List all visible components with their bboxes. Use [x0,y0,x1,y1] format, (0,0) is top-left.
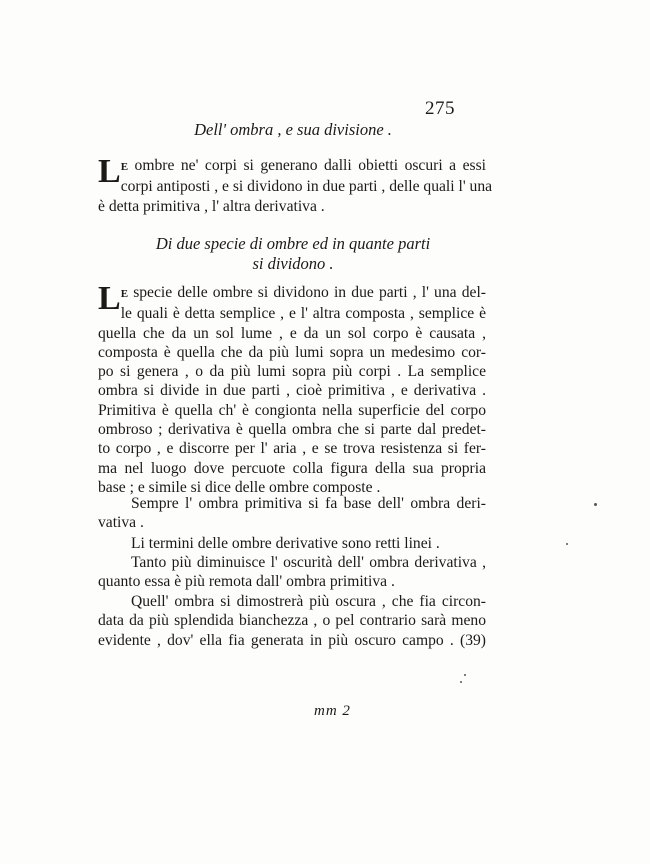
paragraph-line: specie delle ombre si dividono in due parti , l' una del- [128,284,486,301]
paragraph-line: Tanto più diminuisce l' oscurità dell' ombra derivativa , [131,554,486,571]
paragraph-line: quanto essa è più remota dall' ombra primitiva . [98,573,395,591]
paper-speck [594,503,597,506]
drop-cap: L [98,280,120,317]
paragraph-line: le quali è detta semplice , e l' altra composta , semplice è [120,305,486,323]
section-heading-2 [100,234,486,274]
drop-cap: L [98,153,120,190]
paragraph-3 [98,494,486,533]
paper-speck [460,681,462,683]
paragraph-5 [98,553,486,592]
paragraph-line: quella che da un sol lume , e da un sol corpo è causata , [98,324,486,342]
paragraph-line: Primitiva è quella ch' è congionta nella superficie del corpo [98,401,486,419]
paragraph-line: Li termini delle ombre derivative sono retti linei . [131,535,440,552]
paragraph-line: ombra si divide in due parti , cioè primitiva , e derivativa . [98,382,486,400]
paragraph-line: composta è quella che da più lumi sopra un medesimo cor- [98,343,486,361]
drop-cap-rest: E [120,161,129,173]
paper-speck [566,543,568,545]
heading-line: Di due specie di ombre ed in quante parti [155,234,431,253]
paragraph-line: corpi antiposti , e si dividono in due parti , delle quali l' una [120,178,493,196]
paragraph-line: data da più splendida bianchezza , o pel contrario sarà meno [98,612,486,630]
paragraph-2 [98,280,486,497]
paragraph-line: ma nel luogo dove percuote colla figura della sua propria [98,459,486,477]
paragraph-line: ombroso ; derivativa è quella ombra che si parte dal predet- [98,421,486,439]
paragraph-line: evidente , dov' ella fia generata in più oscuro campo . (39) [98,631,486,649]
paragraph-line: ombre ne' corpi si generano dalli obietti oscuri a essi [128,157,486,174]
paragraph-6 [98,592,486,650]
paragraph-1 [98,153,493,216]
paragraph-line: base ; e simile si dice delle ombre composte . [98,478,381,496]
section-heading-1: Dell' ombra , e sua divisione . [194,120,392,139]
heading-line: si dividono . [252,254,334,273]
page-number: 275 [425,98,455,119]
paragraph-line: è detta primitiva , l' altra derivativa . [98,197,325,215]
drop-cap-rest: E [120,288,129,300]
paragraph-line: vativa . [98,514,144,532]
signature-mark: mm 2 [314,703,351,719]
paper-speck [464,674,466,676]
paragraph-line: Quell' ombra si dimostrerà più oscura , che fia circon- [131,593,486,610]
paragraph-line: to corpo , e discorre per l' aria , e se trova resistenza si fer- [98,440,486,458]
paragraph-4 [98,534,486,553]
paragraph-line: Sempre l' ombra primitiva si fa base dell' ombra deri- [131,495,486,512]
paragraph-line: po si genera , o da più lumi sopra più corpi . La semplice [98,363,486,381]
